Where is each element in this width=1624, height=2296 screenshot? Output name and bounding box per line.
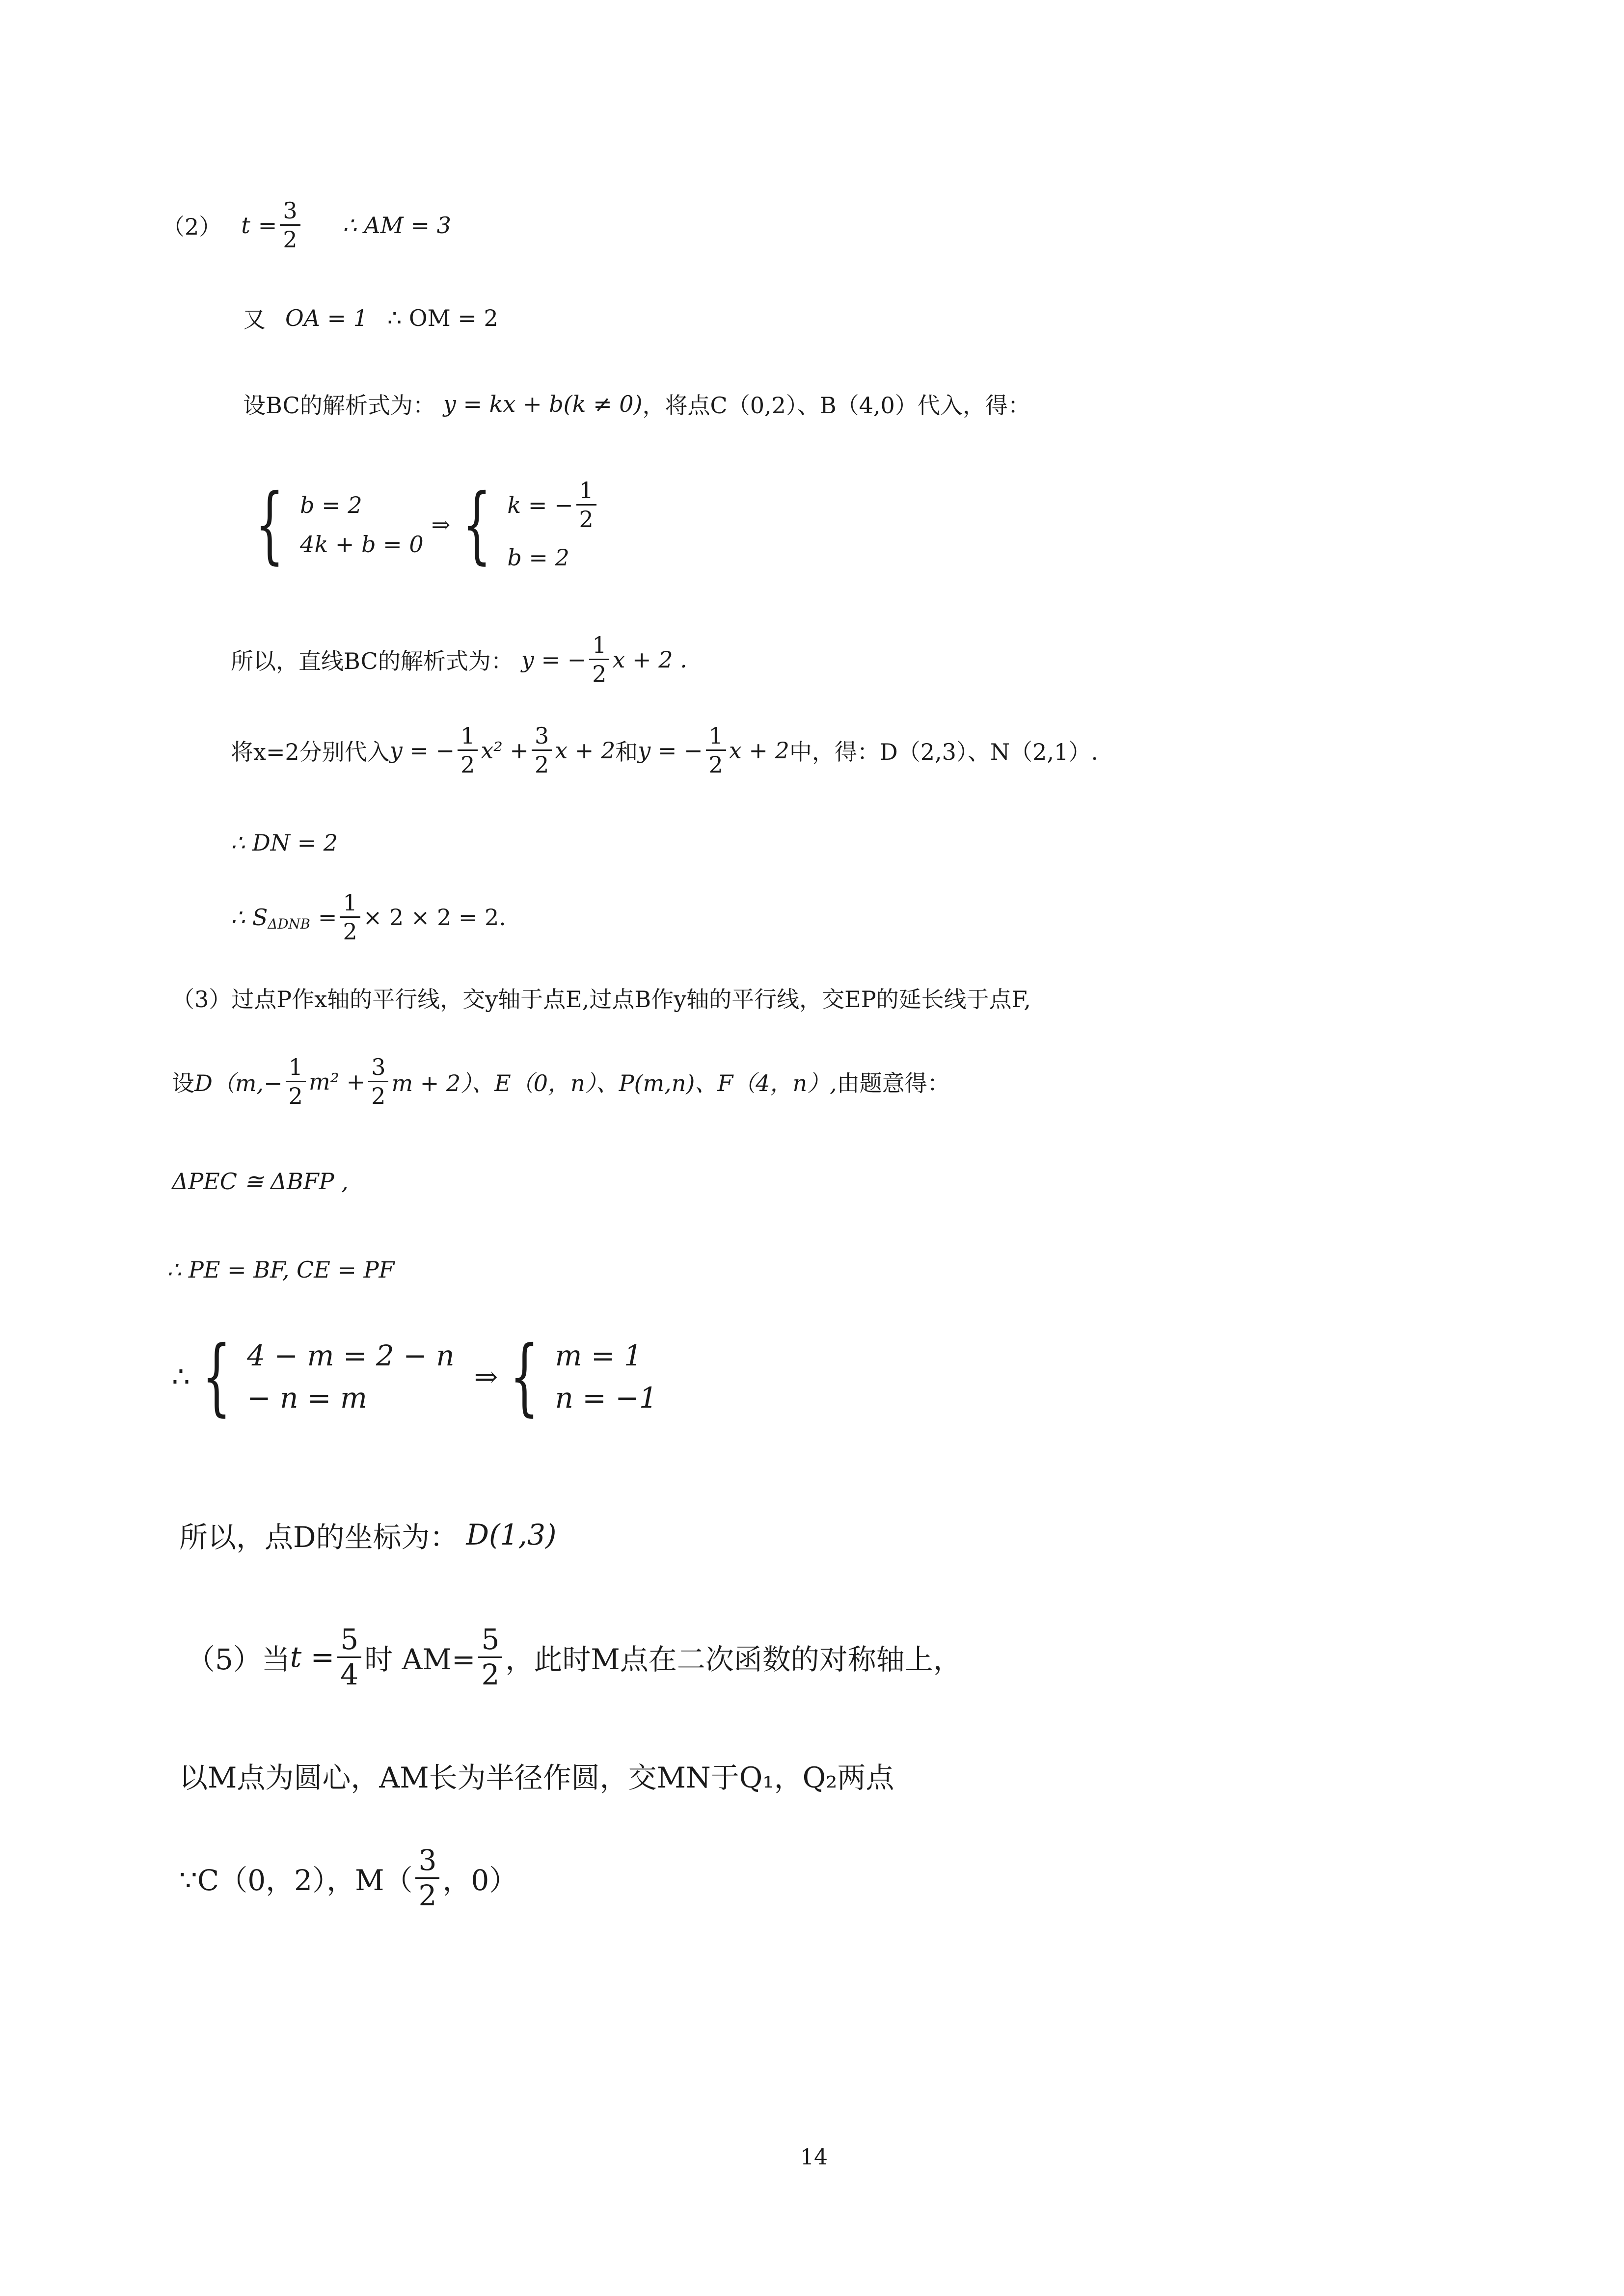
fraction: $\frac{3}{2}$ <box>280 199 300 252</box>
right-brace: { <box>510 1328 540 1425</box>
part2-line-t: （2） t = $\frac{3}{2}$ ∴ AM = 3 <box>162 197 451 253</box>
part3-equal-sides: ∴ PE = BF, CE = PF <box>167 1256 395 1283</box>
part3-intro: （3）过点P作x轴的平行线，交y轴于点E,过点B作y轴的平行线，交EP的延长线于点F, <box>172 986 1031 1013</box>
part3-setup: 设 D（m,− $\frac{1}{2}$ m² + $\frac{3}{2}$ m + 2）、E（0，n）、P(m,n)、F（4，n）, 由题意得： <box>172 1054 950 1110</box>
part2-bc-result: 所以，直线BC的解析式为： y = − $\frac{1}{2}$ x + 2 . <box>231 632 687 688</box>
fraction: $\frac{1}{2}$ <box>340 891 360 944</box>
part5-line1: （5）当 t = $\frac{5}{4}$ 时 AM= $\frac{5}{2}$ ，此时M点在二次函数的对称轴上， <box>187 1623 962 1691</box>
fraction: $\frac{1}{2}$ <box>286 1055 306 1108</box>
fraction: $\frac{5}{2}$ <box>478 1625 502 1690</box>
right-brace: { <box>462 476 491 573</box>
fraction: $\frac{3}{2}$ <box>415 1845 439 1911</box>
fraction: $\frac{1}{2}$ <box>576 479 596 532</box>
part2-line-oa: 又 OA = 1 ∴ OM = 2 <box>243 305 498 333</box>
fraction: $\frac{5}{4}$ <box>337 1625 361 1690</box>
part2-substitution: 将x=2分别代入 y = − $\frac{1}{2}$ x² + $\frac{3}{2}$ x + 2 和 y = − $\frac{1}{2}$ x + 2 中，得：D（2,3）、N（2,1）. <box>231 722 1098 778</box>
left-brace: { <box>255 476 284 573</box>
fraction: $\frac{3}{2}$ <box>532 724 552 777</box>
part5-line2: 以M点为圆心，AM长为半径作圆，交MN于Q₁，Q₂两点 <box>179 1761 894 1794</box>
part3-result: 所以，点D的坐标为： D(1,3) <box>179 1518 557 1554</box>
part2-dn: ∴ DN = 2 <box>231 829 338 856</box>
left-brace: { <box>202 1328 231 1425</box>
part3-congruent: ΔPEC ≅ ΔBFP , <box>172 1168 349 1195</box>
part2-equation-system: { b = 2 4k + b = 0 ⇒ { k = − $\frac{1}{2}$ b = 2 <box>243 479 599 571</box>
fraction: $\frac{3}{2}$ <box>368 1055 388 1108</box>
part2-label: （2） <box>162 213 222 240</box>
fraction: $\frac{1}{2}$ <box>706 724 726 777</box>
part5-line3: ∵C（0，2），M（ $\frac{3}{2}$ ，0） <box>179 1843 518 1912</box>
fraction: $\frac{1}{2}$ <box>589 633 609 686</box>
page-number: 14 <box>800 2145 828 2170</box>
part3-equation-system: ∴ { 4 − m = 2 − n − n = m ⇒ { m = 1 n = −1 <box>172 1328 657 1425</box>
part2-area: ∴ S $_{\Delta DNB}$ = $\frac{1}{2}$ × 2 × 2 = 2. <box>231 889 506 945</box>
fraction: $\frac{1}{2}$ <box>458 724 478 777</box>
part2-line-bc-setup: 设BC的解析式为： y = kx + b(k ≠ 0) ，将点C（0,2）、B（4,0）代入，得： <box>243 391 1030 419</box>
